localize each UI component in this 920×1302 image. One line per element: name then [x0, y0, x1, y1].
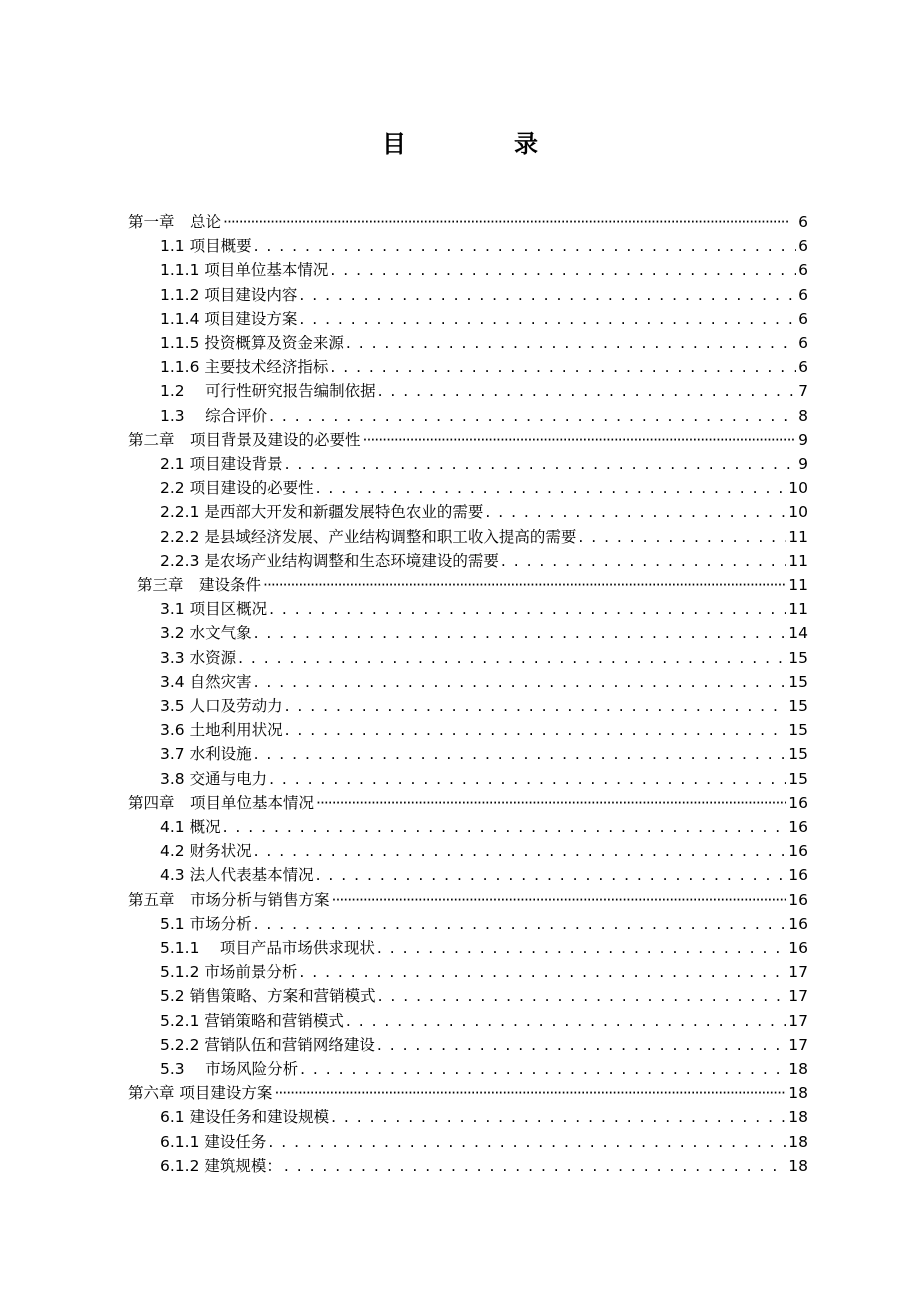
toc-entry-text: 1.3 综合评价 [160, 406, 268, 425]
toc-page-number: 6 [798, 213, 808, 231]
toc-page-number: 6 [798, 237, 808, 256]
toc-page-number: 11 [788, 551, 808, 570]
toc-section-entry[interactable] [160, 718, 808, 742]
toc-page-number: 15 [788, 745, 808, 764]
toc-entry-text: 第一章 总论 [128, 213, 222, 231]
dot-leader [263, 576, 786, 594]
toc-section-entry[interactable] [160, 597, 808, 621]
dot-leader [269, 600, 786, 618]
dot-leader [578, 528, 786, 546]
toc-page-number: 18 [788, 1060, 808, 1078]
toc-page-number: 6 [798, 334, 808, 352]
toc-page-number: 6 [798, 309, 808, 328]
dot-leader [254, 915, 787, 933]
toc-section-entry[interactable] [160, 742, 808, 766]
dot-leader [346, 1012, 786, 1030]
toc-section-entry[interactable] [160, 234, 808, 258]
page-title: 目 录 [382, 130, 580, 158]
toc-entry-text: 1.1.2 项目建设内容 [160, 285, 298, 304]
dot-leader [254, 624, 787, 642]
toc-page-number: 15 [788, 672, 808, 691]
toc-entry-text: 5.3 市场风险分析 [160, 1060, 299, 1078]
toc-page-number: 16 [788, 842, 808, 861]
toc-entry-text: 3.8 交通与电力 [160, 769, 268, 788]
dot-leader [300, 1060, 786, 1078]
toc-entry-text: 1.1.4 项目建设方案 [160, 309, 298, 328]
toc-page-number: 16 [788, 914, 808, 933]
toc-section-entry[interactable] [160, 1130, 808, 1154]
toc-section-entry[interactable] [160, 307, 808, 331]
toc-page-number: 15 [788, 721, 808, 740]
toc-page-number: 17 [788, 963, 808, 982]
toc-entry-text: 3.6 土地利用状况 [160, 721, 283, 740]
dot-leader [331, 1108, 786, 1126]
toc-page-number: 10 [788, 479, 808, 498]
toc-page-number: 9 [798, 455, 808, 473]
toc-section-entry[interactable] [160, 549, 808, 573]
toc-section-entry[interactable] [160, 839, 808, 863]
toc-page-number: 17 [788, 1035, 808, 1054]
toc-chapter-entry[interactable] [137, 573, 808, 597]
dot-leader [346, 334, 796, 352]
toc-section-entry[interactable] [160, 815, 808, 839]
dot-leader [501, 552, 786, 570]
toc-entry-text: 2.2.2 是县域经济发展、产业结构调整和职工收入提高的需要 [160, 527, 577, 546]
toc-entry-text: 3.1 项目区概况 [160, 600, 268, 619]
toc-page-number: 11 [788, 576, 808, 594]
toc-entry-text: 第四章 项目单位基本情况 [128, 793, 315, 812]
toc-page-number: 18 [788, 1132, 808, 1151]
dot-leader [269, 407, 796, 425]
dot-leader [285, 455, 797, 473]
toc-page-number: 14 [788, 624, 808, 643]
toc-entry-text: 5.2.2 营销队伍和营销网络建设 [160, 1035, 375, 1054]
dot-leader [377, 939, 786, 957]
toc-chapter-entry[interactable] [128, 428, 808, 452]
toc-entry-text: 1.1 项目概要 [160, 237, 252, 256]
dot-leader [330, 358, 796, 376]
toc-entry-text: 2.2.3 是农场产业结构调整和生态环境建设的需要 [160, 551, 499, 570]
dot-leader [378, 987, 787, 1005]
toc-entry-text: 3.2 水文气象 [160, 624, 252, 643]
toc-section-entry[interactable] [160, 960, 808, 984]
toc-entry-text: 2.2 项目建设的必要性 [160, 479, 314, 498]
toc-section-entry[interactable] [160, 1105, 808, 1129]
dot-leader [284, 1157, 786, 1175]
toc-entry-text: 1.2 可行性研究报告编制依据 [160, 382, 376, 401]
toc-page-number: 18 [788, 1108, 808, 1127]
dot-leader [363, 431, 797, 449]
dot-leader [485, 503, 786, 521]
toc-page-number: 9 [798, 430, 808, 449]
toc-page-number: 7 [798, 382, 808, 401]
dot-leader [285, 697, 787, 715]
toc-section-entry[interactable] [160, 476, 808, 500]
toc-page-number: 11 [788, 527, 808, 546]
toc-section-entry[interactable] [160, 525, 808, 549]
dot-leader [274, 1084, 786, 1102]
toc-entry-text: 6.1.1 建设任务 [160, 1132, 267, 1151]
dot-leader [254, 237, 797, 255]
toc-section-entry[interactable] [160, 670, 808, 694]
toc-entry-text: 5.1.1 项目产品市场供求现状 [160, 939, 375, 957]
toc-section-entry[interactable] [160, 984, 808, 1008]
dot-leader [299, 286, 796, 304]
toc-section-entry[interactable] [160, 331, 808, 355]
toc-page-number: 16 [788, 866, 808, 885]
toc-entry-text: 1.1.1 项目单位基本情况 [160, 261, 329, 280]
toc-entry-text: 3.5 人口及劳动力 [160, 697, 283, 715]
toc-section-entry[interactable] [160, 1033, 808, 1057]
dot-leader [254, 842, 787, 860]
toc-section-entry[interactable] [160, 404, 808, 428]
toc-chapter-entry[interactable] [128, 1081, 808, 1105]
toc-entry-text: 3.3 水资源 [160, 648, 237, 667]
toc-entry-text: 1.1.5 投资概算及资金来源 [160, 334, 344, 352]
dot-leader [223, 818, 787, 836]
dot-leader [316, 794, 786, 812]
dot-leader [332, 891, 787, 909]
dot-leader [238, 649, 786, 667]
toc-entry-text: 5.2.1 营销策略和营销模式 [160, 1011, 344, 1030]
dot-leader [299, 310, 796, 328]
toc-entry-text: 4.2 财务状况 [160, 842, 252, 861]
toc-entry-text: 第六章 项目建设方案 [128, 1084, 273, 1103]
toc-entry-text: 5.1 市场分析 [160, 914, 252, 933]
dot-leader [316, 866, 787, 884]
dot-leader [330, 261, 796, 279]
toc-page-number: 11 [788, 600, 808, 619]
toc-section-entry[interactable] [160, 1154, 808, 1178]
dot-leader [268, 1133, 786, 1151]
toc-page-number: 16 [788, 939, 808, 957]
toc-section-entry[interactable] [160, 912, 808, 936]
toc-section-entry[interactable] [160, 258, 808, 282]
toc-page-number: 18 [788, 1156, 808, 1175]
toc-page-number: 16 [788, 793, 808, 812]
dot-leader [254, 745, 787, 763]
toc-chapter-entry[interactable] [128, 210, 808, 234]
toc-entry-text: 2.1 项目建设背景 [160, 455, 283, 473]
toc-page-number: 15 [788, 648, 808, 667]
toc-chapter-entry[interactable] [128, 888, 808, 912]
toc-section-entry[interactable] [160, 1057, 808, 1081]
toc-entry-text: 5.1.2 市场前景分析 [160, 963, 298, 982]
dot-leader [254, 673, 787, 691]
toc-page-number: 6 [798, 358, 808, 377]
toc-section-entry[interactable] [160, 452, 808, 476]
toc-section-entry[interactable] [160, 621, 808, 645]
toc-entry-text: 6.1 建设任务和建设规模 [160, 1108, 330, 1127]
toc-entry-text: 3.4 自然灾害 [160, 672, 252, 691]
dot-leader [299, 963, 786, 981]
toc-entry-text: 2.2.1 是西部大开发和新疆发展特色农业的需要 [160, 503, 484, 522]
toc-section-entry[interactable] [160, 283, 808, 307]
toc-page-number: 6 [798, 285, 808, 304]
toc-entry-text: 3.7 水利设施 [160, 745, 252, 764]
toc-page-number: 15 [788, 697, 808, 715]
toc-entry-text: 第二章 项目背景及建设的必要性 [128, 430, 361, 449]
toc-entry-text: 第三章 建设条件 [137, 576, 262, 594]
dot-leader [285, 721, 787, 739]
toc-section-entry[interactable] [160, 1009, 808, 1033]
toc-page-number: 10 [788, 503, 808, 522]
toc-section-entry[interactable] [160, 694, 808, 718]
toc-page-number: 16 [788, 890, 808, 909]
dot-leader [223, 213, 796, 231]
toc-page-number: 17 [788, 1011, 808, 1030]
toc-page-number: 18 [788, 1084, 808, 1103]
toc-page-number: 16 [788, 818, 808, 836]
toc-page-number: 6 [798, 261, 808, 280]
toc-page-number: 15 [788, 769, 808, 788]
toc-chapter-entry[interactable] [128, 791, 808, 815]
toc-section-entry[interactable] [160, 500, 808, 524]
dot-leader [378, 382, 797, 400]
toc-entry-text: 6.1.2 建筑规模： [160, 1156, 282, 1175]
toc-entry-text: 1.1.6 主要技术经济指标 [160, 358, 329, 377]
toc-entry-text: 4.1 概况 [160, 818, 221, 836]
toc-section-entry[interactable] [160, 646, 808, 670]
toc-page-number: 8 [798, 406, 808, 425]
dot-leader [269, 770, 786, 788]
toc-section-entry[interactable] [160, 863, 808, 887]
toc-page-number: 17 [788, 987, 808, 1006]
toc-section-entry[interactable] [160, 936, 808, 960]
dot-leader [377, 1036, 786, 1054]
toc-section-entry[interactable] [160, 355, 808, 379]
toc-section-entry[interactable] [160, 767, 808, 791]
toc-entry-text: 4.3 法人代表基本情况 [160, 866, 314, 885]
toc-section-entry[interactable] [160, 379, 808, 403]
dot-leader [316, 479, 787, 497]
toc-entry-text: 5.2 销售策略、方案和营销模式 [160, 987, 376, 1006]
toc-entry-text: 第五章 市场分析与销售方案 [128, 890, 330, 909]
